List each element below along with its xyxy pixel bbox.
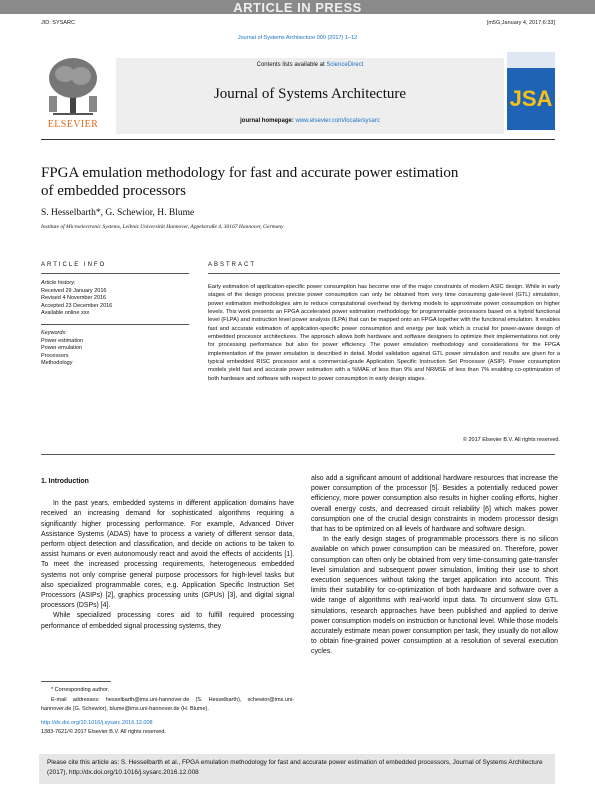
author-list: S. Hesselbarth*, G. Schewior, H. Blume: [41, 208, 195, 218]
email-note: E-mail addresses: hesselbarth@ims.uni-hannover.de (S. Hesselbarth), schewior@ims.uni-hannover.de (G. Schewior), blume@ims.uni-hannover.de (H. Blume).: [41, 696, 294, 713]
issn-line: 1383-7621/© 2017 Elsevier B.V. All rights reserved.: [41, 729, 166, 735]
header-jid: JID: SYSARC: [41, 20, 75, 26]
abstract-text: Early estimation of application-specific power consumption has become one of the major constraints of modern ASIC design. While in early stages of the design process precise power consumption can only be obtained from very time consuming gate-level (GTL) simulation, power estimation methodologies aim to reduce computational overhead by deriving models to approximate power consumption on higher levels. This work presents an FPGA accelerated power estimation methodology for programmable processors based on a hybrid functional level (FLPA) and instruction level power analysis (ILPA) that can be mapped onto an FPGA together with the functional emulation. It enables fast and accurate estimation of application-specific power consumption and energy per task which is crucial for power-aware design of embedded processor architectures. The approach allows both hardware and software designers to optimize their implementations not only for processing performance but also for power efficiency. The power emulation methodology and considerations for the FPGA implementation of the power emulation is described in detail. Model validation against GTL power simulation and results are given for a typical embedded RISC processor and a commercial-grade Application Specific Instruction Set Processor (ASIP). Power consumption models yield fast and accurate power estimation with a %MAE of less than 9% and NRMSE of less than 7% enabling co-optimization of both hardware and software with respect to power consumption in early design stages.: [208, 284, 560, 382]
keyword-item: Methodology: [41, 360, 73, 367]
footnote-rule: [41, 681, 111, 682]
history-label: Article history:: [41, 280, 76, 286]
abstract-rule: [208, 273, 560, 274]
corresponding-note: * Corresponding author.: [51, 687, 110, 693]
journal-cover-top: [507, 52, 555, 68]
article-history: [41, 280, 191, 318]
abstract-bottom-rule: [41, 454, 555, 455]
paragraph: In the early design stages of programmable processors there is no silicon available on which power consumption can be measured on. Therefore, power consumption can often only be obtained from very time-consuming gate-transfer level simulation and subsequent power simulation, limiting their use to short execution sequences without taking the target application into account. This limits their suitability for co-optimization of both hardware and software over a wide range of algorithms with real-world input data. To circumvent slow GTL simulations, research approaches have been published and applied to derive power consumption models on instruction or functional level. While those models accurately estimate mean power consumption per task, they usually do not allow to obtain fine-grained power consumption at a resolution of several execution cycles.: [311, 536, 558, 656]
homepage-link[interactable]: www.elsevier.com/locate/sysarc: [295, 118, 380, 124]
article-title-line2: of embedded processors: [41, 183, 186, 199]
right-column: [311, 474, 558, 658]
article-title-line1: FPGA emulation methodology for fast and accurate power estimation: [41, 165, 459, 181]
citation-box: Please cite this article as: S. Hesselbarth et al., FPGA emulation methodology for fast and accurate power estimation of embedded processors, Journal of Systems Architecture (2017), http://dx.doi.org/10.1016/j.sysarc.2016.12.008: [39, 754, 555, 784]
paragraph: also add a significant amount of additional hardware resources that increase the power consumption of the processor [5]. Besides a potentially reduced power efficiency, more power consumption also results in higher cooling efforts, higher overall energy costs, and decreased circuit reliability [6] which makes power consumption one of the crucial design constraints in modern processor design that has to be optimized on all levels of hardware and software design.: [311, 475, 558, 534]
header-timestamp: [m5G;January 4, 2017;6:33]: [486, 20, 555, 26]
footnotes: [41, 686, 294, 715]
journal-cover-text: JSA: [509, 86, 553, 111]
article-info-heading: ARTICLE INFO: [41, 262, 107, 268]
copyright-line: © 2017 Elsevier B.V. All rights reserved.: [462, 437, 560, 443]
keywords-block: [41, 330, 191, 368]
abstract-heading: ABSTRACT: [208, 262, 257, 268]
masthead-divider: [41, 139, 555, 140]
homepage-prefix: journal homepage:: [240, 118, 296, 124]
article-title: [41, 164, 541, 200]
journal-title: Journal of Systems Architecture: [213, 86, 407, 102]
history-item: Received 29 January 2016: [41, 287, 107, 294]
doi-link[interactable]: http://dx.doi.org/10.1016/j.sysarc.2016.12.008: [41, 720, 153, 726]
contents-line: [116, 62, 504, 68]
history-item: Accepted 23 December 2016: [41, 302, 113, 309]
keyword-item: Power estimation: [41, 337, 84, 344]
homepage-line: [116, 118, 504, 124]
history-item: Available online xxx: [41, 310, 90, 317]
article-in-press-banner: ARTICLE IN PRESS: [0, 0, 595, 14]
article-info-rule: [41, 273, 189, 274]
section-heading: 1. Introduction: [41, 478, 89, 485]
journal-reference-link[interactable]: Journal of Systems Architecture 000 (2017) 1–12: [237, 35, 358, 41]
paragraph: While specialized processing cores aid to fulfill required processing performance of embedded signal processing systems, they: [41, 612, 294, 630]
keyword-item: Processors: [41, 352, 69, 359]
left-column: [41, 477, 294, 632]
contents-prefix: Contents lists available at: [256, 62, 327, 68]
affiliation: Institute of Microelectronic Systems, Leibniz Universität Hannover, Appelstraße 4, 30167 Hannover, Germany: [41, 224, 284, 230]
history-item: Revised 4 November 2016: [41, 295, 107, 302]
keyword-item: Power emulation: [41, 345, 82, 352]
publisher-name: ELSEVIER: [47, 119, 99, 130]
elsevier-tree-logo: [43, 56, 103, 118]
keywords-label: Keywords:: [41, 330, 67, 336]
keywords-rule: [41, 324, 189, 325]
paragraph: In the past years, embedded systems in different application domains have received an increasing demand for sophisticated algorithms requiring a significantly higher processing performance. For example, Advanced Driver Assistance Systems (ADAS) have to process a variety of different sensor data, perform object detection and classification, and decide on actions to be taken to assist humans or even autonomously react and avoid the effects of accidents [1]. To meet the increased processing requirements, heterogeneous embedded systems not only comprise general purpose processors for high-level tasks but also specialized programmable cores, e.g. Application Specific Instruction Set Processors (ASIPs) [2], graphics processing units (GPUs) [3], and digital signal processors (DSPs) [4].: [41, 500, 294, 610]
sciencedirect-link[interactable]: ScienceDirect: [326, 62, 364, 68]
